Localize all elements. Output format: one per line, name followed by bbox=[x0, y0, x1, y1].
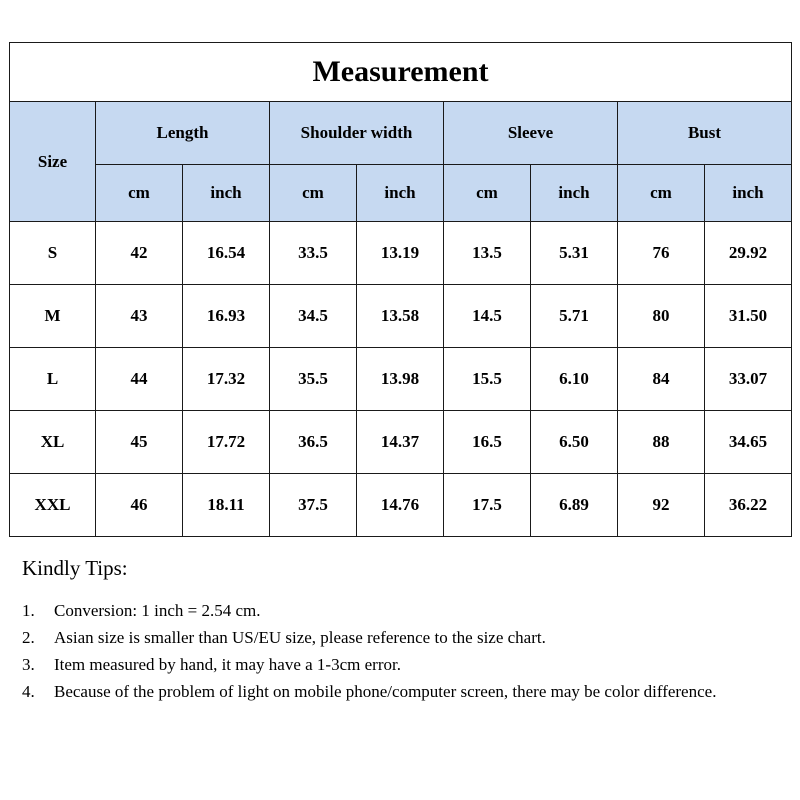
value-cell: 13.19 bbox=[357, 222, 444, 285]
value-cell: 80 bbox=[618, 285, 705, 348]
value-cell: 88 bbox=[618, 411, 705, 474]
tip-item bbox=[22, 678, 792, 705]
value-cell: 46 bbox=[96, 474, 183, 537]
value-cell: 6.89 bbox=[531, 474, 618, 537]
value-cell: 18.11 bbox=[183, 474, 270, 537]
unit-header: cm bbox=[444, 165, 531, 222]
measurement-table bbox=[9, 42, 792, 537]
value-cell: 14.37 bbox=[357, 411, 444, 474]
value-cell: 15.5 bbox=[444, 348, 531, 411]
tip-item bbox=[22, 597, 792, 624]
value-cell: 13.98 bbox=[357, 348, 444, 411]
group-header-bust: Bust bbox=[618, 102, 792, 165]
tips-list bbox=[22, 597, 792, 705]
value-cell: 5.31 bbox=[531, 222, 618, 285]
tip-number: 2. bbox=[22, 628, 35, 647]
size-cell: XXL bbox=[10, 474, 96, 537]
table-title: Measurement bbox=[10, 43, 792, 102]
value-cell: 16.93 bbox=[183, 285, 270, 348]
tip-text: Item measured by hand, it may have a 1-3cm error. bbox=[54, 655, 401, 674]
table-row bbox=[10, 348, 792, 411]
size-header: Size bbox=[10, 102, 96, 222]
value-cell: 13.58 bbox=[357, 285, 444, 348]
value-cell: 16.5 bbox=[444, 411, 531, 474]
size-cell: XL bbox=[10, 411, 96, 474]
tips-title: Kindly Tips: bbox=[22, 556, 128, 580]
tip-item bbox=[22, 651, 792, 678]
value-cell: 17.5 bbox=[444, 474, 531, 537]
unit-header: cm bbox=[618, 165, 705, 222]
value-cell: 43 bbox=[96, 285, 183, 348]
table-row bbox=[10, 285, 792, 348]
unit-header: cm bbox=[96, 165, 183, 222]
group-header-length: Length bbox=[96, 102, 270, 165]
table-row bbox=[10, 411, 792, 474]
unit-header: inch bbox=[357, 165, 444, 222]
tip-number: 1. bbox=[22, 601, 35, 620]
group-header-shoulder-width: Shoulder width bbox=[270, 102, 444, 165]
value-cell: 34.5 bbox=[270, 285, 357, 348]
value-cell: 5.71 bbox=[531, 285, 618, 348]
value-cell: 31.50 bbox=[705, 285, 792, 348]
kindly-tips bbox=[22, 556, 792, 705]
unit-header: inch bbox=[531, 165, 618, 222]
tip-number: 4. bbox=[22, 682, 35, 701]
tip-item bbox=[22, 624, 792, 651]
size-cell: L bbox=[10, 348, 96, 411]
unit-header: inch bbox=[183, 165, 270, 222]
size-cell: M bbox=[10, 285, 96, 348]
value-cell: 34.65 bbox=[705, 411, 792, 474]
unit-header: inch bbox=[705, 165, 792, 222]
tip-text: Conversion: 1 inch = 2.54 cm. bbox=[54, 601, 261, 620]
value-cell: 13.5 bbox=[444, 222, 531, 285]
value-cell: 14.5 bbox=[444, 285, 531, 348]
value-cell: 29.92 bbox=[705, 222, 792, 285]
group-header-sleeve: Sleeve bbox=[444, 102, 618, 165]
value-cell: 76 bbox=[618, 222, 705, 285]
value-cell: 35.5 bbox=[270, 348, 357, 411]
value-cell: 36.22 bbox=[705, 474, 792, 537]
table-row bbox=[10, 474, 792, 537]
value-cell: 42 bbox=[96, 222, 183, 285]
value-cell: 33.5 bbox=[270, 222, 357, 285]
value-cell: 6.50 bbox=[531, 411, 618, 474]
size-cell: S bbox=[10, 222, 96, 285]
value-cell: 14.76 bbox=[357, 474, 444, 537]
value-cell: 84 bbox=[618, 348, 705, 411]
value-cell: 16.54 bbox=[183, 222, 270, 285]
value-cell: 6.10 bbox=[531, 348, 618, 411]
value-cell: 92 bbox=[618, 474, 705, 537]
tip-text: Asian size is smaller than US/EU size, please reference to the size chart. bbox=[54, 628, 546, 647]
value-cell: 17.72 bbox=[183, 411, 270, 474]
value-cell: 17.32 bbox=[183, 348, 270, 411]
tip-text: Because of the problem of light on mobile phone/computer screen, there may be color difference. bbox=[54, 682, 717, 701]
value-cell: 45 bbox=[96, 411, 183, 474]
value-cell: 37.5 bbox=[270, 474, 357, 537]
value-cell: 33.07 bbox=[705, 348, 792, 411]
tip-number: 3. bbox=[22, 655, 35, 674]
value-cell: 36.5 bbox=[270, 411, 357, 474]
unit-header: cm bbox=[270, 165, 357, 222]
value-cell: 44 bbox=[96, 348, 183, 411]
table-row bbox=[10, 222, 792, 285]
